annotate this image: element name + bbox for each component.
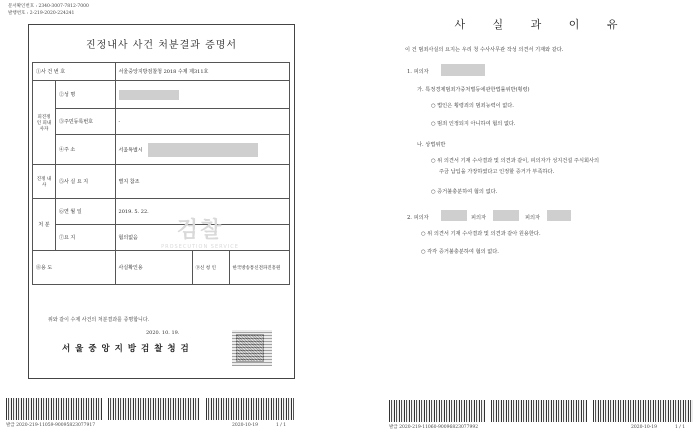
- barcode-3: [206, 398, 294, 420]
- footer-date: 2020-10-19: [232, 423, 258, 428]
- section-1-na-bullet-1-cont: 주금 납입을 가장하였다고 인정할 증거가 부족하다.: [439, 169, 555, 175]
- certificate-page: [0, 0, 300, 440]
- barcode-4: [389, 400, 485, 422]
- certificate-title: 진정내사 사건 처분결과 증명서: [85, 40, 238, 51]
- applicant-value: 한국방송통신전파진흥원: [229, 251, 289, 285]
- disposition-side-label: 처 분: [33, 199, 56, 251]
- section-2-bullet-2: ○ 각각 증거불충분하여 혐의 없다.: [421, 249, 499, 255]
- intro-text: 이 건 범죄사실의 요지는 우리 청 수사사무관 작성 의견서 기재와 같다.: [405, 47, 564, 53]
- section-1-na-bullet-2: ○ 증거불충분하여 혐의 없다.: [431, 189, 498, 195]
- addr-label: ④주 소: [56, 135, 116, 165]
- barcode-1: [6, 398, 102, 420]
- issue-date: 2020. 10. 19.: [146, 330, 180, 336]
- table-row: [33, 251, 290, 285]
- redacted-suspect-4: [547, 210, 571, 221]
- redacted-name: [119, 90, 179, 100]
- office-name: 서 울 중 앙 지 방 검 찰 청 검: [62, 344, 190, 354]
- table-row: [33, 165, 290, 199]
- name-label: ②성 명: [56, 81, 116, 109]
- qr-code-icon: [232, 330, 272, 366]
- section-2-heading: 2. 피의자: [407, 215, 429, 221]
- reasons-title: 사 실 과 이 유: [454, 18, 630, 31]
- table-row: [33, 63, 290, 81]
- redacted-suspect-1: [441, 64, 485, 76]
- type-label: ⑦요 지: [56, 225, 116, 251]
- use-value: 사실확인용: [115, 251, 192, 285]
- addr-text: 서울특별시: [118, 147, 143, 153]
- redacted-address: [148, 143, 258, 157]
- reg-value: -: [115, 109, 289, 135]
- section-1-ga-bullet-2: ○ 범죄 인정되지 아니하여 혐의 없다.: [431, 121, 516, 127]
- table-row: [33, 109, 290, 135]
- footer-code-right: 발급 2020-219-11060-90096823077992: [389, 425, 479, 430]
- footer-code: 발급 2020-219-11059-90095823077917: [6, 423, 96, 428]
- footer-page-right: 1 / 1: [675, 425, 686, 430]
- watermark-main-text: 검찰: [176, 218, 224, 243]
- watermark-sub-text: PROSECUTION SERVICE: [161, 244, 239, 250]
- footer-date-right: 2020-10-19: [631, 425, 657, 430]
- name-value: [115, 81, 289, 109]
- section-1-na-bullet-1: ○ 위 의견서 기재 수사결과 및 의견과 같이, 피의자가 성지건설 주식회사의: [431, 158, 599, 164]
- section-2-suspect-b: 피의자: [471, 215, 487, 221]
- case-no-value: 서울중앙지방검찰청 2018 수제 제311호: [115, 63, 289, 81]
- certificate-table: [32, 62, 290, 285]
- suspect-side-label: 피진정인 피내사자: [33, 81, 56, 165]
- barcode-2: [108, 398, 200, 420]
- section-1-heading: 1. 피의자: [407, 69, 429, 75]
- section-2-suspect-c: 피의자: [525, 215, 541, 221]
- table-row: [33, 135, 290, 165]
- redacted-suspect-3: [493, 210, 519, 221]
- type-value: 혐의없음: [115, 225, 289, 251]
- reasons-page: [385, 0, 699, 440]
- crime-value: 별지 참조: [115, 165, 289, 199]
- section-1-na: 나. 상법위반: [417, 142, 446, 148]
- case-no-label: ①사 건 번 호: [33, 63, 116, 81]
- barcode-5: [491, 400, 587, 422]
- redacted-suspect-2: [441, 210, 467, 221]
- section-2-bullet-1: ○ 위 의견서 기재 수사결과 및 의견과 같아 원용한다.: [421, 231, 541, 237]
- table-row: [33, 81, 290, 109]
- issue-number: 발행번호 : 2-219-2020-224241: [8, 11, 75, 16]
- reg-label: ③주민등록번호: [56, 109, 116, 135]
- applicant-label: ⑨신 청 인: [192, 251, 229, 285]
- crime-side-label: 진정 내사: [33, 165, 56, 199]
- section-1-ga: 가. 특정경제범죄가중처벌등에관한법률위반(횡령): [417, 87, 530, 93]
- prosecution-watermark: [140, 213, 260, 250]
- doc-confirm-number: 문서확인번호 : 2340-3007-7812-7000: [8, 4, 89, 9]
- confirm-text: 위와 같이 수제 사건의 처분결과를 증명합니다.: [48, 317, 150, 323]
- use-label: ⑧용 도: [33, 251, 116, 285]
- section-1-ga-bullet-1: ○ 법인은 횡령죄의 범죄능력이 없다.: [431, 103, 514, 109]
- addr-value: [115, 135, 289, 165]
- date-value: 2019. 5. 22.: [115, 199, 289, 225]
- date-label: ⑥연 월 일: [56, 199, 116, 225]
- crime-label: ⑤사 실 요 지: [56, 165, 116, 199]
- barcode-6: [593, 400, 693, 422]
- footer-page: 1 / 1: [276, 423, 287, 428]
